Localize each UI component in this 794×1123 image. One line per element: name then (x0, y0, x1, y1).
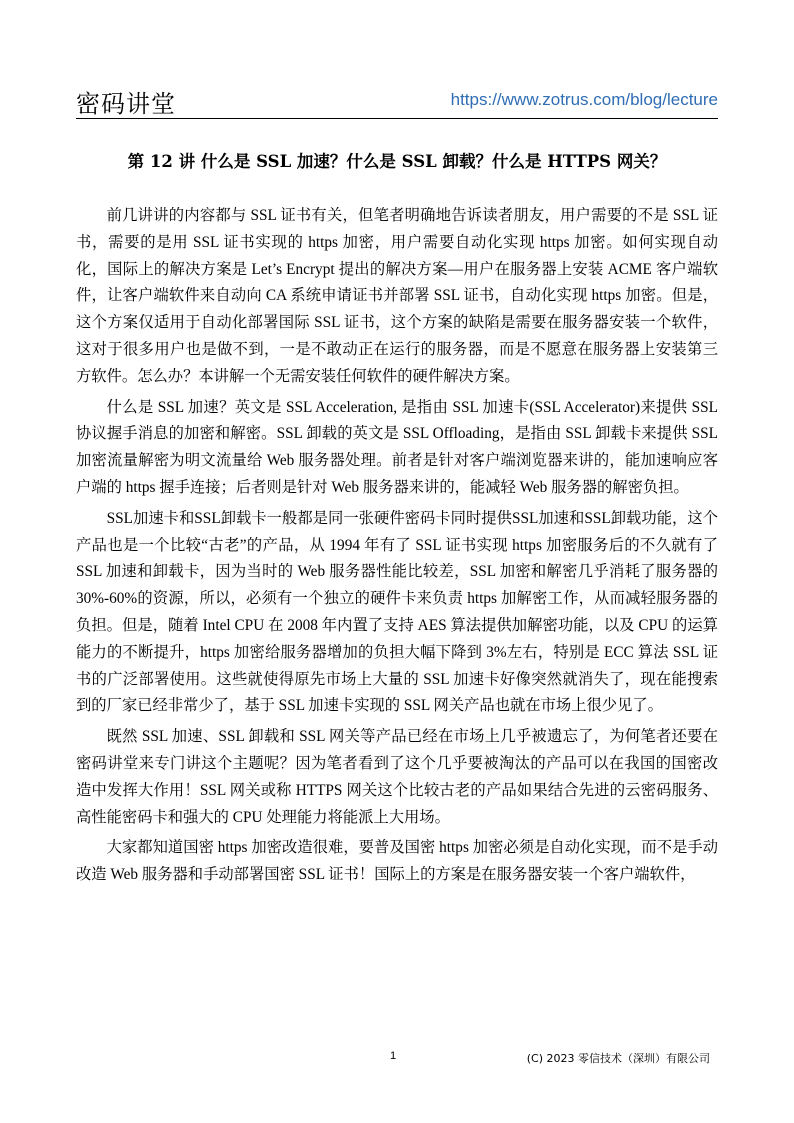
paragraph: 前几讲讲的内容都与 SSL 证书有关，但笔者明确地告诉读者朋友，用户需要的不是 SSL 证书，需要的是用 SSL 证书实现的 https 加密，用户需要自动化实现 https 加密。如何实现自动化，国际上的解决方案是 Let’s Encrypt 提出的解决方案—用户在服务器上安装 ACME 客户端软件，让客户端软件来自动向 CA 系统申请证书并部署 SSL 证书，自动化实现 https 加密。但是，这个方案仅适用于自动化部署国际 SSL 证书，这个方案的缺陷是需要在服务器安装一个软件，这对于很多用户也是做不到，一是不敢动正在运行的服务器，而是不愿意在服务器上安装第三方软件。怎么办？本讲解一个无需安装任何软件的硬件解决方案。 (76, 207, 718, 385)
blog-url-link[interactable]: https://www.zotrus.com/blog/lecture (450, 90, 718, 109)
page-number: 1 (390, 1050, 397, 1062)
paragraph: 大家都知道国密 https 加密改造很难，要普及国密 https 加密必须是自动化实现，而不是手动改造 Web 服务器和手动部署国密 SSL 证书！国际上的方案是在服务器安装一个客户端软件， (76, 839, 718, 884)
lecture-title: 第 12 讲 什么是 SSL 加速？什么是 SSL 卸载？什么是 HTTPS 网关？ (127, 152, 667, 171)
paragraph: SSL加速卡和SSL卸载卡一般都是同一张硬件密码卡同时提供SSL加速和SSL卸载功能，这个产品也是一个比较“古老”的产品，从 1994 年有了 SSL 证书实现 https 加密服务后的不久就有了 SSL 加速和卸载卡，因为当时的 Web 服务器性能比较差，SSL 加密和解密几乎消耗了服务器的 30%-60%的资源，所以，必须有一个独立的硬件卡来负责 https 加解密工作，从而减轻服务器的负担。但是，随着 Intel CPU 在 2008 年内置了支持 AES 算法提供加解密功能，以及 CPU 的运算能力的不断提升，https 加密给服务器增加的负担大幅下降到 3%左右，特别是 ECC 算法 SSL 证书的广泛部署使用。这些就使得原先市场上大量的 SSL 加速卡好像突然就消失了，现在能搜索到的厂家已经非常少了，基于 SSL 加速卡实现的 SSL 网关产品也就在市场上很少见了。 (76, 509, 718, 715)
brand-title: 密码讲堂 (76, 90, 176, 118)
paragraph: 既然 SSL 加速、SSL 卸载和 SSL 网关等产品已经在市场上几乎被遗忘了，为何笔者还要在密码讲堂来专门讲这个主题呢？因为笔者看到了这个几乎要被淘汰的产品可以在我国的国密改造中发挥大作用！SSL 网关或称 HTTPS 网关这个比较古老的产品如果结合先进的云密码服务、高性能密码卡和强大的 CPU 处理能力将能派上大用场。 (76, 728, 718, 826)
article-body (76, 203, 718, 893)
copyright-notice: (C) 2023 零信技术（深圳）有限公司 (526, 1052, 710, 1065)
page-header (76, 78, 718, 119)
paragraph: 什么是 SSL 加速？英文是 SSL Acceleration, 是指由 SSL 加速卡(SSL Accelerator)来提供 SSL 协议握手消息的加密和解密。SSL 卸载的英文是 SSL Offloading，是指由 SSL 卸载卡来提供 SSL 加密流量解密为明文流量给 Web 服务器处理。前者是针对客户端浏览器来讲的，能加速响应客户端的 https 握手连接；后者则是针对 Web 服务器来讲的，能减轻 Web 服务器的解密负担。 (76, 398, 718, 496)
